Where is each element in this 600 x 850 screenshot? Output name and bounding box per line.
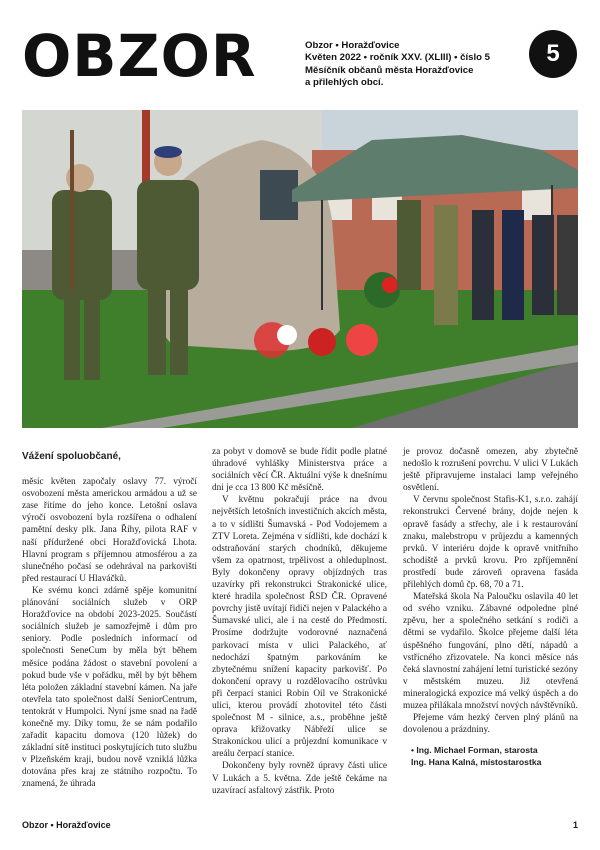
article-column-2	[212, 446, 387, 797]
article-signature	[403, 744, 578, 768]
signature-deputy: Ing. Hana Kalná, místostarostka	[411, 757, 542, 768]
newspaper-logo: OBZOR	[22, 22, 257, 90]
photo-illustration	[22, 110, 578, 428]
article-column-3	[403, 446, 578, 768]
meta-line-tagline: Měsíčník občanů města Horažďovice	[305, 64, 474, 76]
page-footer	[22, 820, 578, 834]
paragraph: měsíc květen započaly oslavy 77. výročí osvobození města americkou armádou a už se zase řítíme do jeho konce. Letošní oslava výročí osvobození byla rozšířena o odhalení pamětní desky plk. Jana Říhy, pilota RAF v naší příduržené obci Horažďovická Lhota. Hlavní program s příjemnou atmosférou a za slunečného počasí se odehrával na parkovišti před restaurací U Hlaváčků.	[22, 477, 197, 584]
article-greeting: Vážení spoluobčané,	[22, 451, 121, 462]
page-number: 1	[572, 820, 578, 830]
paragraph: V květnu pokračují práce na dvou největších letošních investičních akcích města, a to v sídlišti Šumavská - Pod Vodojemem a ZTV Loreta. Zejména v sídlišti, kde dochází k odstraňování starých chodníků, děkujeme všem za opatrnost, trpělivost a ohleduplnost. Byly dokončeny opravy objízdných tras uzavírky při rekonstrukci Strakonické ulice, které hradila společnost ŘSD ČR. Opravené povrchy jistě uvítají řidiči nejen v Palackého a Šumavské ulici, ale i na cestě do Předmostí. Prosíme dodržujte vodorovné naznačená parkovací místa v ulici Palackého, ať nedochází špatným parkováním ke zbytečnému snížení kapacity parkovišť. Po dokončení opravy u rozdělovacího ostrůvku při čerpací stanici Robin Oil ve Strakonické ulici, kterou provádí zhotovitel této části společnost M - silnice, a.s., proběhne ještě oprava křižovatky Nábřeží ulice se Strakonickou ulicí a průjezdní komunikace v areálu čerpací stanice.	[212, 495, 387, 760]
paragraph: V červnu společnost Stafis-K1, s.r.o. zahájí rekonstrukci Červené brány, dojde nejen k opravě fasády a střechy, ale i k restaurování znaku, malebstropu v průjezdu a kamenných prvků. V interiéru dojde k opravě vnitřního schodiště a prvků krovu. Pro zpříjemnění prostředí bude zároveň opravena fasáda přilehlých domů čp. 68, 70 a 71.	[403, 495, 578, 591]
paragraph: za pobyt v domově se bude řídit podle platné úhradové vyhlášky Ministerstva práce a sociálních věcí ČR. Aktuální výše k dnešnímu dni je cca 13 800 Kč měsíčně.	[212, 447, 387, 494]
memorial-ceremony-photo	[22, 110, 578, 428]
paragraph: Dokončeny byly rovněž úpravy části ulice V Lukách a 5. května. Zde ještě čekáme na uzavírací asfaltový zástřik. Proto	[212, 761, 387, 796]
article-column-1	[22, 446, 197, 791]
meta-line-tagline-2: a přilehlých obcí.	[305, 77, 384, 89]
footer-publication: Obzor • Horažďovice	[22, 820, 111, 830]
signature-mayor: • Ing. Michael Forman, starosta	[411, 745, 538, 756]
meta-line-date: Květen 2022 • ročník XXV. (XLIII) • číslo 5	[305, 52, 490, 64]
paragraph: Ke svému konci zdárně spěje komunitní plánování sociálních služeb v ORP Horažďovice na období 2023-2025. Součástí sociálních služeb je samozřejmě i dům pro seniory. Podle posledních informací od společnosti SeneCum by měla být během měsíce podána žádost o stavební povolení a pokud bude vše v pořádku, měl by být během léta položen základní stavební kámen. Na jaře otevřela tato společnost další SeniorCentrum, tentokrát v Humpolci. Nyní jsme snad na řadě konečně my. Díky tomu, že se nám podařilo zařadit kapacitu domova (120 lůžek) do základní sítě instituci poskytujících tuto službu v Plzeňském kraji, budou nově vzniklá lůžka dotována přes kraj ze státního rozpočtu. To znamená, že úhrada	[22, 585, 197, 790]
paragraph: Přejeme vám hezký červen plný plánů na dovolenou a prázdniny.	[403, 713, 578, 736]
paragraph: Mateřská škola Na Paloučku oslavila 40 let od svého vzniku. Zábavné odpoledne plné zpěvu, her a společného setkání s rodiči a dětmi se vydařilo. Školce přejeme další léta úspěšného fungování, plno dětí, nápadů a vstřícného zřizovatele. Na konci měsíce nás čeká slavnostní zahájení letní turistické sezóny v městském muzeu. Již otevřená mineralogická expozice má velký úspěch a do muzea přilákala množství nových návštěvníků.	[403, 592, 578, 711]
meta-line-publication: Obzor • Horažďovice	[305, 40, 400, 51]
issue-meta	[305, 40, 515, 90]
editorial-article	[22, 446, 578, 806]
issue-number-badge: 5	[529, 30, 577, 78]
paragraph: je provoz dočasně omezen, aby zbytečně nedošlo k rozrušení povrchu. V ulici V Lukách ještě připravujeme instalaci lamp veřejného osvětlení.	[403, 447, 578, 494]
masthead	[22, 22, 582, 92]
